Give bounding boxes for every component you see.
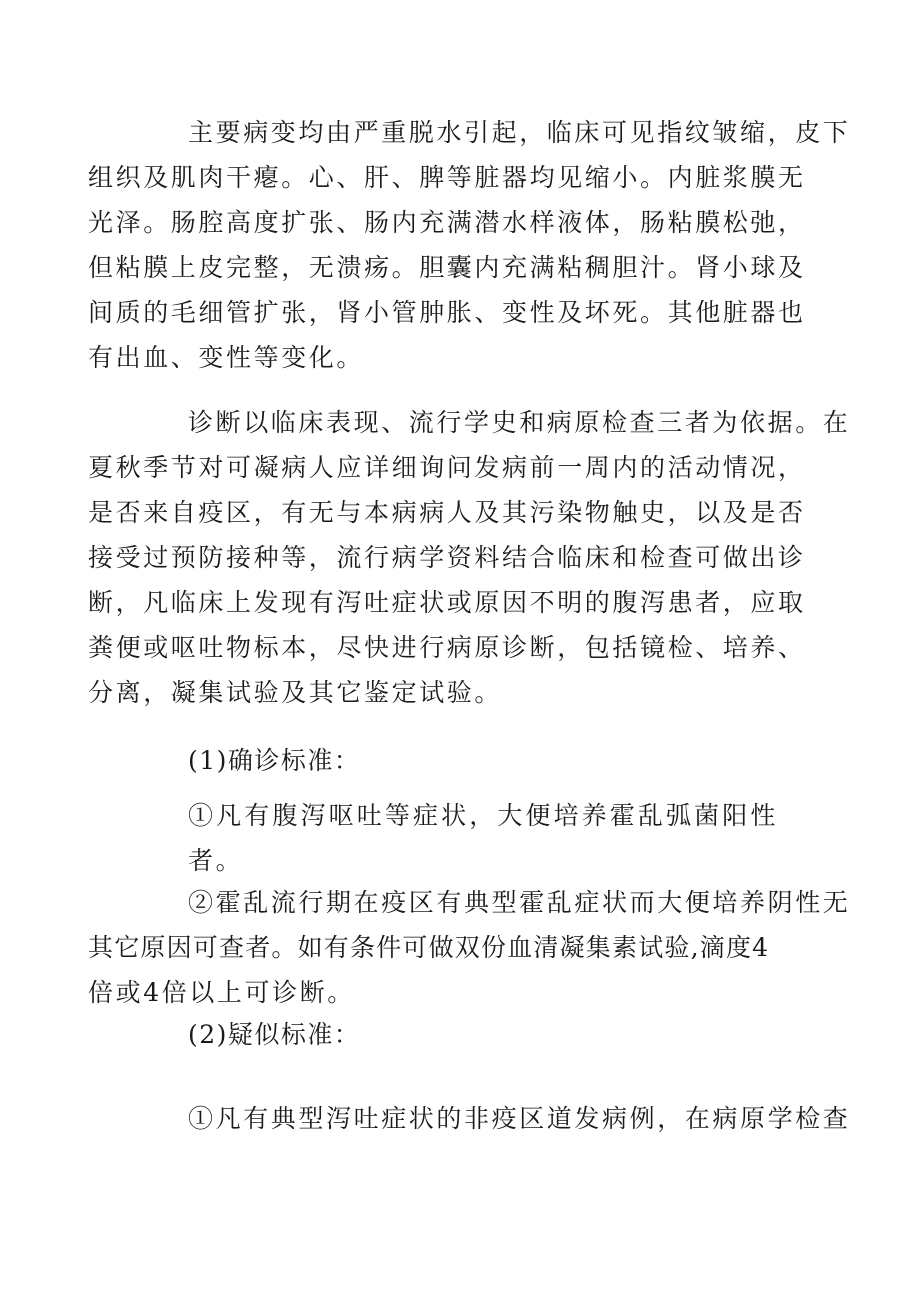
text-line: 有出血、变性等变化。 <box>88 343 365 372</box>
text-line: 粪便或呕吐物标本，尽快进行病原诊断，包括镜检、培养、 <box>88 633 806 662</box>
criteria-item <box>88 880 851 1015</box>
text-line: 是否来自疫区，有无与本病病人及其污染物触史，以及是否 <box>88 498 806 527</box>
criteria-item: ①凡有腹泻呕吐等症状，大便培养霍乱弧菌阳性者。 <box>188 801 778 875</box>
text-line: 但粘膜上皮完整，无溃疡。胆囊内充满粘稠胆汁。肾小球及 <box>88 253 806 282</box>
text-line: 间质的毛细管扩张，肾小管肿胀、变性及坏死。其他脏器也 <box>88 298 806 327</box>
text-line: 组织及肌肉干瘪。心、肝、脾等脏器均见缩小。内脏浆膜无 <box>88 163 806 192</box>
text-line: 倍或4倍以上可诊断。 <box>88 978 355 1007</box>
text-line: 接受过预防接种等，流行病学资料结合临床和检查可做出诊 <box>88 543 806 572</box>
text-line: 分离，凝集试验及其它鉴定试验。 <box>88 678 503 707</box>
text-line: 主要病变均由严重脱水引起，临床可见指纹皱缩，皮下 <box>188 118 851 147</box>
paragraph-pathology <box>88 110 851 380</box>
paragraph-diagnosis <box>88 400 851 715</box>
text-line: 光泽。肠腔高度扩张、肠内充满潜水样液体，肠粘膜松弛， <box>88 208 806 237</box>
text-line: ②霍乱流行期在疫区有典型霍乱症状而大便培养阴性无 <box>188 888 851 917</box>
text-line: 其它原因可查者。如有条件可做双份血清凝集素试验,滴度4 <box>88 933 770 962</box>
criteria-item: ①凡有典型泻吐症状的非疫区道发病例，在病原学检查 <box>188 1104 851 1133</box>
text-line: 诊断以临床表现、流行学史和病原检查三者为依据。在 <box>188 408 851 437</box>
heading-confirmed-criteria: (1)确诊标准： <box>188 746 361 775</box>
text-line: 夏秋季节对可凝病人应详细询问发病前一周内的活动情况， <box>88 453 806 482</box>
text-line: 断，凡临床上发现有泻吐症状或原因不明的腹泻患者，应取 <box>88 588 806 617</box>
heading-suspected-criteria: (2)疑似标准： <box>188 1020 361 1049</box>
